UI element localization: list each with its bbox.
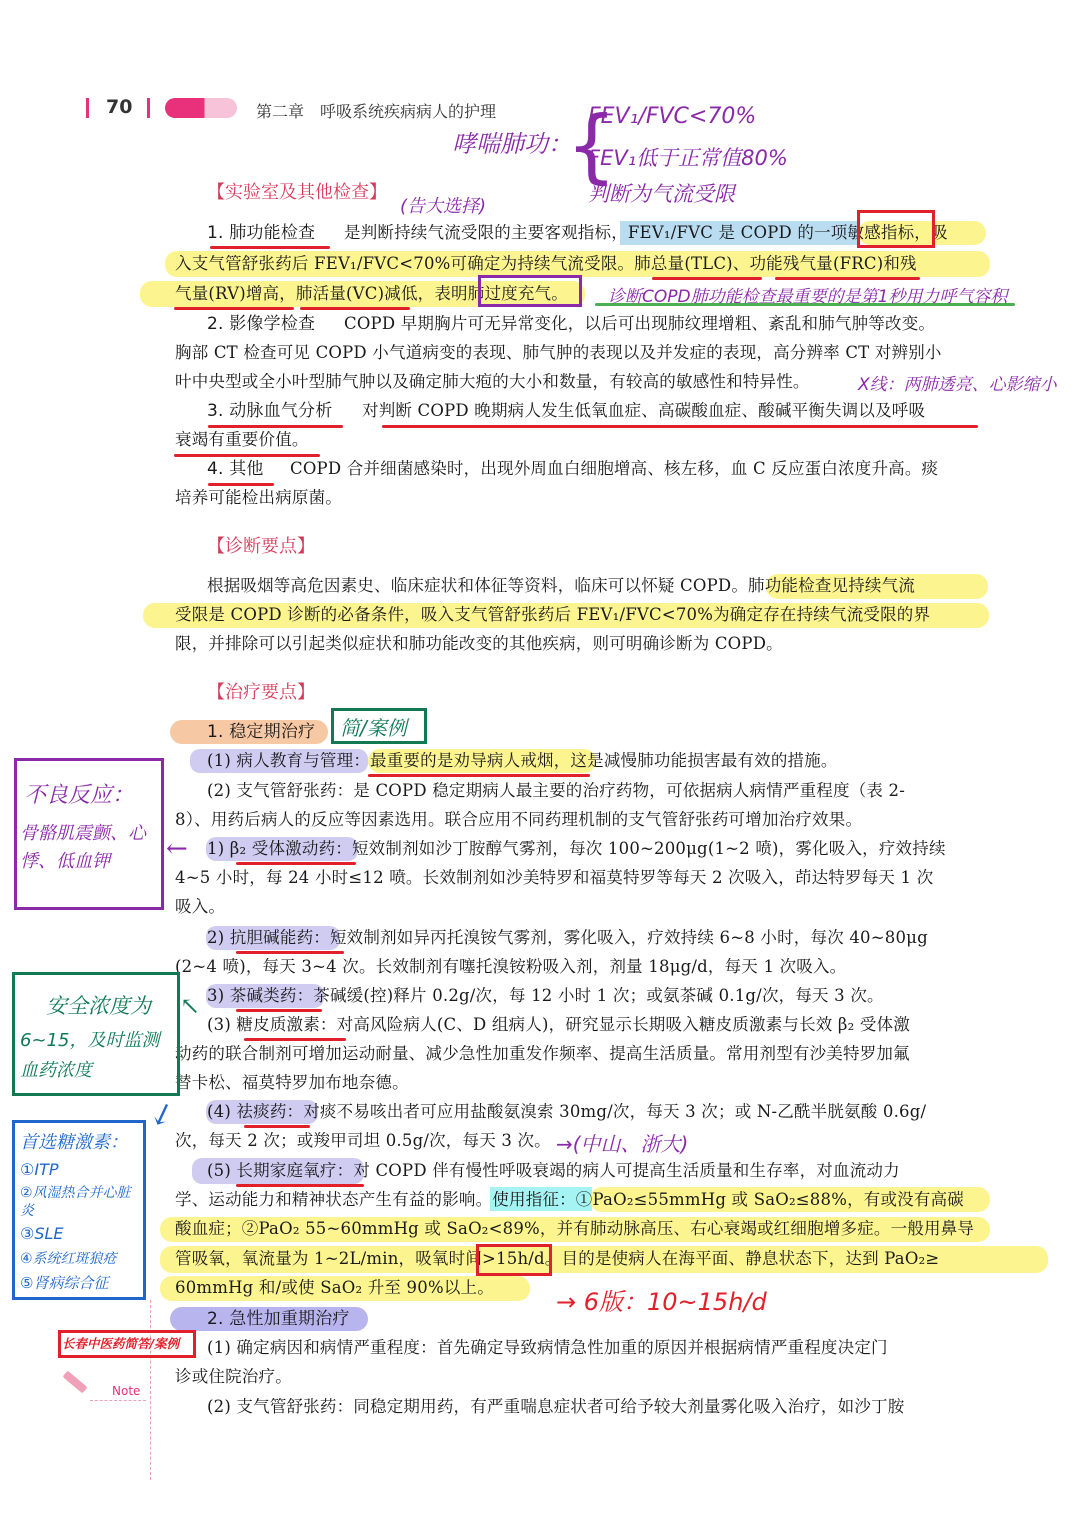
lab-p3-title: 3. 动脉血气分析 — [207, 401, 333, 421]
note-steroid-3: ③SLE — [20, 1224, 64, 1243]
lab-p1-l3: 气量(RV)增高，肺活量(VC)减低，表明肺过度充气。 — [175, 284, 568, 303]
margin-dash-line — [150, 1300, 151, 1480]
box-15h — [476, 1244, 552, 1276]
ul-lab1 — [210, 246, 330, 249]
note-changchun: 长春中医药简答/案例 — [62, 1336, 180, 1351]
acute-title: 2. 急性加重期治疗 — [207, 1309, 350, 1329]
t5-l2: 学、运动能力和精神状态产生有益的影响。使用指征：①PaO₂≤55mmHg 或 SaO₂≤88%，有或没有高碳 — [175, 1190, 964, 1209]
t2-l1: (2) 支气管舒张药：是 COPD 稳定期病人最主要的治疗药物，可依据病人病情严重程度（表 2- — [207, 781, 906, 800]
ul-abg-body — [382, 425, 978, 428]
ul-tlc — [652, 277, 762, 280]
note-steroid-1: ①ITP — [20, 1160, 59, 1179]
note-steroid-5: ⑤肾病综合征 — [20, 1274, 109, 1292]
ul-vc — [300, 307, 410, 310]
lab-p3-l1: 对判断 COPD 晚期病人发生低氧血症、高碳酸血症、酸碱平衡失调以及呼吸 — [362, 401, 926, 420]
note-top-3: 判断为气流受限 — [588, 182, 735, 206]
ul-frc — [775, 277, 920, 280]
lab-p2-l1: COPD 早期胸片可无异常变化，以后可出现肺纹理增粗、紊乱和肺气肿等改变。 — [344, 314, 936, 333]
note-top-2: FEV₁低于正常值80% — [588, 146, 788, 170]
t4-l1: (4) 祛痰药：对痰不易咳出者可应用盐酸氨溴索 30mg/次，每天 3 次；或 N-乙酰半胱氨酸 0.6g/ — [207, 1102, 927, 1121]
note-theo-title: 安全浓度为 — [46, 994, 151, 1018]
ul-t5 — [236, 1184, 364, 1187]
lab-p4-l1: COPD 合并细菌感染时，出现外周血白细胞增高、核左移，血 C 反应蛋白浓度升高。痰 — [290, 459, 939, 478]
t5-l3: 酸血症；②PaO₂ 55~60mmHg 或 SaO₂<89%，并有肺动脉高压、右心衰竭或红细胞增多症。一般用鼻导 — [175, 1219, 975, 1238]
chapter-title: 第二章 呼吸系统疾病病人的护理 — [256, 102, 497, 121]
t3-l3: 替卡松、福莫特罗加布地奈德。 — [175, 1073, 409, 1092]
lab-p4-title: 4. 其他 — [207, 459, 264, 479]
t4-l2: 次，每天 2 次；或羧甲司坦 0.5g/次，每天 3 次。 — [175, 1131, 551, 1150]
ul-b2 — [236, 951, 344, 954]
note-zhongshan: →(中山、浙大) — [556, 1132, 689, 1156]
diag-l2: 受限是 COPD 诊断的必备条件，吸入支气管舒张药后 FEV₁/FVC<70%为确定存在持续气流受限的界 — [175, 605, 931, 624]
note-diag-green: 诊断COPD肺功能检查最重要的是第1秒用力呼气容积 — [608, 287, 1008, 307]
note-adverse-body: 骨骼肌震颤、心悸、低血钾 — [20, 823, 146, 872]
ul-other — [208, 483, 274, 486]
header-bar-left — [86, 98, 89, 118]
section-diagnosis: 【诊断要点】 — [207, 536, 315, 557]
pencil-icon — [62, 1371, 87, 1394]
arrow-steroid: ↙ — [144, 1093, 181, 1136]
header-bar-mid — [147, 98, 150, 118]
t2-l2: 8）、用药后病人的反应等因素选用。联合应用不同药理机制的支气管舒张药可增加治疗效果。 — [175, 810, 863, 829]
lab-p1-l2: 入支气管舒张药后 FEV₁/FVC<70%可确定为持续气流受限。肺总量(TLC)、功能残气量(FRC)和残 — [175, 254, 917, 273]
box-sensitive — [857, 210, 935, 248]
b1-l1: 1) β₂ 受体激动药：短效制剂如沙丁胺醇气雾剂，每次 100~200μg(1~2 喷)，雾化吸入，疗效持续 — [207, 839, 946, 858]
ul-b3 — [236, 1009, 322, 1012]
ul-abg-title — [208, 425, 343, 428]
note-asthma-label: 哮喘肺功： — [452, 130, 572, 158]
lab-p2-l3: 叶中央型或全小叶型肺气肿以及确定肺大疱的大小和数量，有较高的敏感性和特异性。 — [175, 372, 810, 391]
box-overinflation — [478, 275, 582, 307]
a1-l1: (1) 确定病因和病情严重程度：首先确定导致病情急性加重的原因并根据病情严重程度决定门 — [207, 1338, 888, 1357]
arrow-adverse: ← — [166, 834, 188, 864]
ul-abg-end — [174, 454, 320, 457]
note-xuanze: (告大选择) — [400, 196, 487, 217]
t3-l2: 动药的联合制剂可增加运动耐量、减少急性加重发作频率、提高生活质量。常用剂型有沙美特罗加氟 — [175, 1044, 910, 1063]
stable-title: 1. 稳定期治疗 — [207, 722, 316, 742]
note-label: Note — [112, 1384, 141, 1398]
lab-p1-l1: 是判断持续气流受限的主要客观指标，FEV₁/FVC 是 COPD 的一项敏感指标，吸 — [344, 223, 948, 242]
ul-b1 — [236, 862, 356, 865]
note-jianda: 简/案例 — [340, 716, 407, 740]
t5-l5: 60mmHg 和/或使 SaO₂ 升至 90%以上。 — [175, 1278, 494, 1297]
note-steroid-2: ②风湿热合并心脏炎 — [20, 1185, 131, 1219]
b1-l3: 吸入。 — [175, 897, 226, 916]
note-sixth: → 6版：10~15h/d — [556, 1288, 767, 1316]
note-brace: { — [566, 99, 617, 192]
ul-t3 — [244, 1038, 346, 1041]
t3-l1: (3) 糖皮质激素：对高风险病人(C、D 组病人)，研究显示长期吸入糖皮质激素与长效 β₂ 受体激 — [207, 1015, 911, 1034]
lab-p2-title: 2. 影像学检查 — [207, 314, 316, 334]
lab-p4-l2: 培养可能检出病原菌。 — [175, 488, 342, 507]
t5-l1: (5) 长期家庭氧疗：对 COPD 伴有慢性呼吸衰竭的病人可提高生活质量和生存率，对血流动力 — [207, 1161, 900, 1180]
a1-l2: 诊或住院治疗。 — [175, 1367, 292, 1386]
section-lab: 【实验室及其他检查】 — [207, 182, 387, 203]
arrow-theo: ↖ — [180, 992, 201, 1020]
b2-l2: (2~4 喷)，每天 3~4 次。长效制剂有噻托溴铵粉吸入剂，剂量 18μg/d，每天 1 次吸入。 — [175, 957, 847, 976]
t5-l4: 管吸氧，氧流量为 1~2L/min，吸氧时间>15h/d。目的是使病人在海平面、静息状态下，达到 PaO₂≥ — [175, 1249, 940, 1268]
a2-l1: (2) 支气管舒张药：同稳定期用药，有严重喘息症状者可给予较大剂量雾化吸入治疗，如沙丁胺 — [207, 1397, 905, 1416]
header-pill — [165, 98, 237, 118]
note-steroid-4: ④系统红斑狼疮 — [20, 1251, 117, 1267]
note-underline — [90, 1400, 146, 1401]
note-adverse-title: 不良反应： — [24, 783, 135, 808]
note-xray: X线：两肺透亮、心影缩小 — [858, 375, 1057, 395]
note-theo-body: 6~15，及时监测血药浓度 — [20, 1030, 160, 1081]
diag-l1: 根据吸烟等高危因素史、临床症状和体征等资料，临床可以怀疑 COPD。肺功能检查见持续气流 — [207, 576, 916, 595]
page-number: 70 — [106, 96, 133, 118]
diag-l3: 限，并排除可以引起类似症状和肺功能改变的其他疾病，则可明确诊断为 COPD。 — [175, 634, 783, 653]
note-top-1: FEV₁/FVC<70% — [588, 104, 757, 129]
section-treatment: 【治疗要点】 — [207, 682, 315, 703]
lab-p1-title: 1. 肺功能检查 — [207, 223, 316, 243]
lab-p3-l2: 衰竭有重要价值。 — [175, 430, 309, 449]
ul-t4 — [244, 1125, 310, 1128]
t1: (1) 病人教育与管理：最重要的是劝导病人戒烟，这是减慢肺功能损害最有效的措施。 — [207, 751, 838, 770]
note-steroid-title: 首选糖激素： — [20, 1132, 128, 1153]
b2-l1: 2) 抗胆碱能药：短效制剂如异丙托溴铵气雾剂，雾化吸入，疗效持续 6~8 小时，每次 40~80μg — [207, 928, 928, 947]
b1-l2: 4~5 小时，每 24 小时≤12 喷。长效制剂如沙美特罗和福莫特罗等每天 2 次吸入，茚达特罗每天 1 次 — [175, 868, 934, 887]
ul-t1 — [368, 774, 590, 777]
ul-rv — [174, 307, 294, 310]
b3-l1: 3) 茶碱类药：茶碱缓(控)释片 0.2g/次，每 12 小时 1 次；或氨茶碱 0.1g/次，每天 3 次。 — [207, 986, 884, 1005]
lab-p2-l2: 胸部 CT 检查可见 COPD 小气道病变的表现、肺气肿的表现以及并发症的表现，高分辨率 CT 对辨别小 — [175, 343, 942, 362]
